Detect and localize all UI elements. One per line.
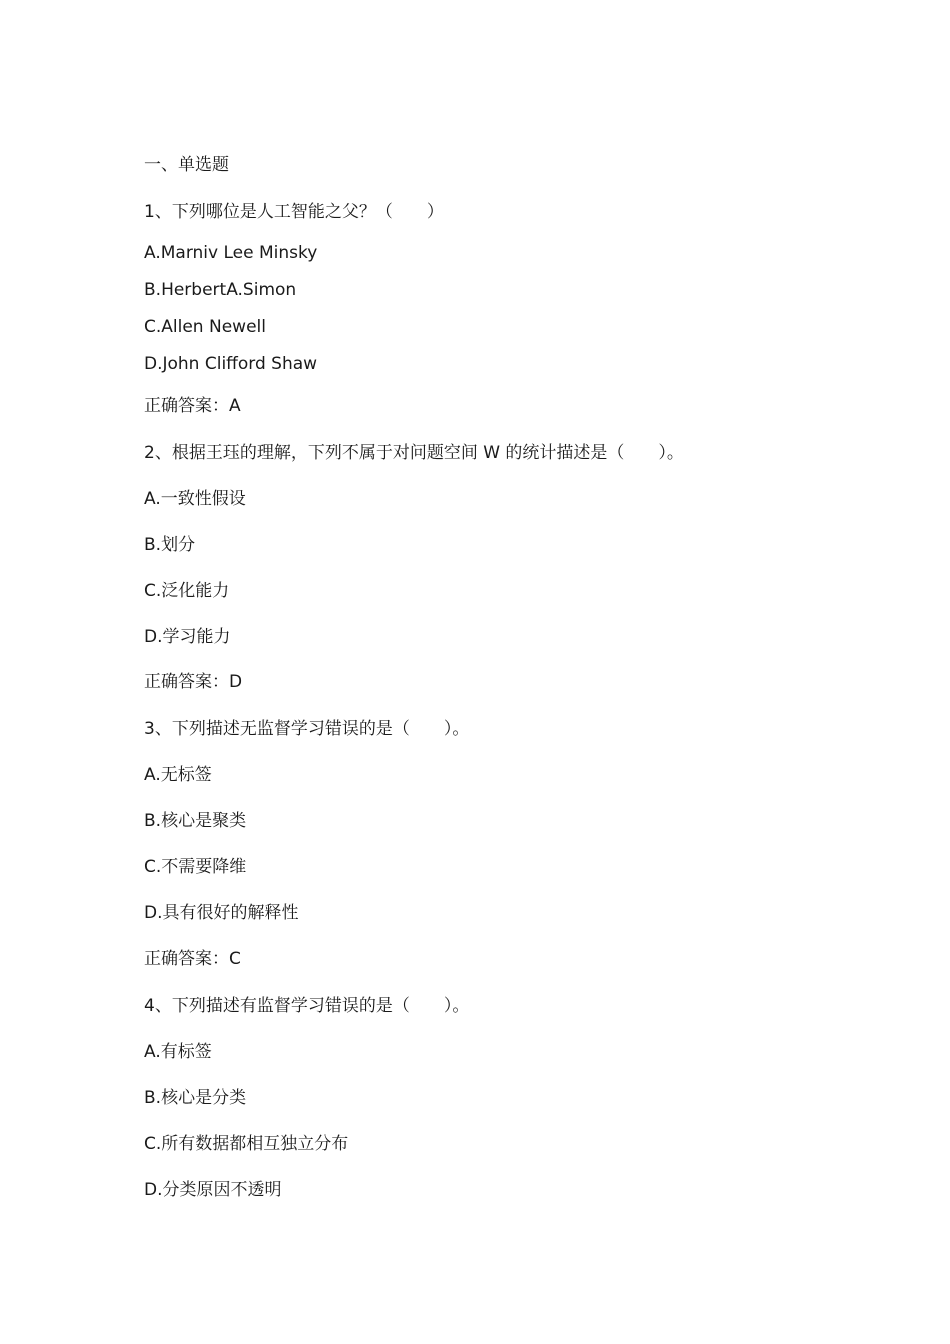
question-3-stem: 3、下列描述无监督学习错误的是（ ）。 [144, 719, 470, 739]
question-3-option-c: C.不需要降维 [144, 857, 247, 877]
question-1-option-c: C.Allen Newell [144, 317, 266, 337]
question-4-option-d: D.分类原因不透明 [144, 1180, 282, 1200]
question-1-option-a: A.Marniv Lee Minsky [144, 243, 318, 263]
question-4-option-c: C.所有数据都相互独立分布 [144, 1134, 349, 1154]
question-1-stem: 1、下列哪位是人工智能之父？（ ） [144, 202, 444, 222]
question-1-option-d: D.John Clifford Shaw [144, 354, 318, 374]
question-2-answer: 正确答案：D [144, 672, 243, 692]
question-2-option-d: D.学习能力 [144, 627, 231, 647]
question-3-option-b: B.核心是聚类 [144, 811, 247, 831]
section-heading: 一、单选题 [144, 155, 229, 175]
question-4-stem: 4、下列描述有监督学习错误的是（ ）。 [144, 996, 470, 1016]
question-1-option-b: B.HerbertA.Simon [144, 280, 297, 300]
question-2-stem: 2、根据王珏的理解，下列不属于对问题空间 W 的统计描述是（ ）。 [144, 443, 684, 463]
question-1-answer: 正确答案：A [144, 396, 241, 416]
question-2-option-a: A.一致性假设 [144, 489, 246, 509]
question-4-option-b: B.核心是分类 [144, 1088, 247, 1108]
question-4-option-a: A.有标签 [144, 1042, 212, 1062]
question-3-option-a: A.无标签 [144, 765, 212, 785]
question-3-option-d: D.具有很好的解释性 [144, 903, 299, 923]
question-2-option-c: C.泛化能力 [144, 581, 230, 601]
question-2-option-b: B.划分 [144, 535, 196, 555]
question-3-answer: 正确答案：C [144, 949, 241, 969]
